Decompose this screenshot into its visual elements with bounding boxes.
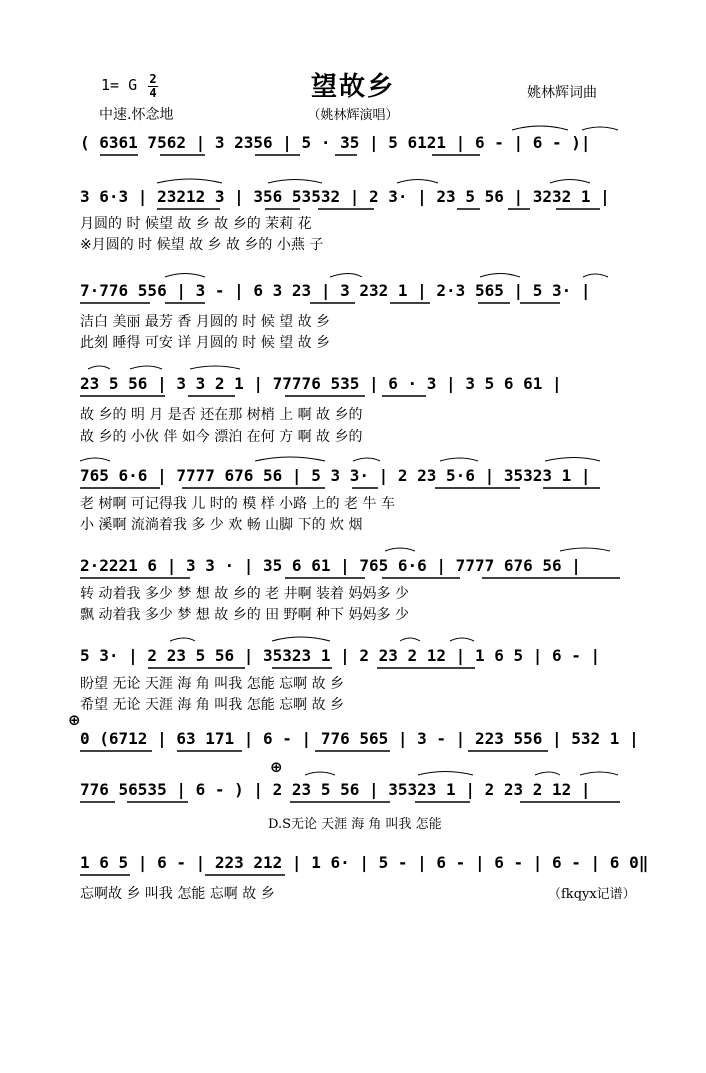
- coda-sign-1: ⊕: [68, 711, 81, 729]
- slur: [535, 772, 560, 775]
- slur: [480, 274, 520, 278]
- transcriber-credit: （fkqyx记谱）: [548, 887, 636, 902]
- tempo-marking: 中速.怀念地: [99, 107, 174, 123]
- score-row-5-lyric-2: 小 溪啊 流淌着我 多 少 欢 畅 山脚 下的 炊 烟: [80, 517, 363, 533]
- slur: [440, 458, 478, 461]
- score-row-6-lyric-2: 飘 动着我 多少 梦 想 故 乡的 田 野啊 种下 妈妈多 少: [80, 607, 409, 623]
- slur: [418, 772, 473, 776]
- coda-sign-2: ⊕: [270, 758, 283, 776]
- slur: [550, 180, 590, 184]
- slur: [385, 548, 415, 551]
- slur: [560, 548, 610, 551]
- score-row-7-lyric-2: 希望 无论 天涯 海 角 叫我 怎能 忘啊 故 乡: [80, 697, 345, 713]
- slur: [272, 637, 330, 641]
- slur: [353, 458, 380, 461]
- score-row-2-notes: 3 6·3 | 23212 3 | 356 53532 | 2 3· | 23 5 56 | 3232 1 |: [80, 187, 610, 206]
- key-signature: 1= G: [101, 76, 138, 94]
- slur: [400, 638, 420, 641]
- slur: [80, 458, 110, 461]
- slur: [130, 366, 162, 369]
- slur: [88, 366, 110, 369]
- score-row-1-notes: ( 6361 7562 | 3 2356 | 5 · 35 | 5 6121 | 6 - | 6 - )|: [80, 133, 591, 152]
- time-signature-bottom: 4: [149, 86, 157, 100]
- score-row-5-notes: 765 6·6 | 7777 676 56 | 5 3 3· | 2 23 5·6 | 35323 1 |: [80, 466, 591, 485]
- time-signature-top: 2: [149, 72, 157, 86]
- slur: [255, 457, 325, 461]
- slur: [165, 274, 205, 278]
- slur: [170, 638, 195, 641]
- slur: [512, 126, 568, 130]
- score-row-4-lyric-2: 故 乡的 小伙 伴 如今 漂泊 在何 方 啊 故 乡的: [80, 429, 363, 445]
- score-row-3-lyric-1: 洁白 美丽 最芳 香 月圆的 时 候 望 故 乡: [80, 314, 331, 330]
- slur: [583, 274, 608, 277]
- slur: [157, 179, 222, 183]
- score-row-9-lyric-1: D.S无论 天涯 海 角 叫我 怎能: [268, 817, 442, 832]
- slur: [545, 458, 600, 462]
- slur: [330, 274, 362, 278]
- song-title: 望故乡: [310, 72, 395, 102]
- score-row-7-notes: 5 3· | 2 23 5 56 | 35323 1 | 2 23 2 12 | 1 6 5 | 6 - |: [80, 646, 601, 665]
- slur: [268, 180, 322, 184]
- score-row-6-lyric-1: 转 动着我 多少 梦 想 故 乡的 老 井啊 装着 妈妈多 少: [80, 586, 409, 602]
- slur: [190, 366, 240, 369]
- score-row-2-lyric-2: ※月圆的 时 候望 故 乡 故 乡的 小燕 子: [80, 237, 324, 253]
- score-row-5-lyric-1: 老 树啊 可记得我 儿 时的 模 样 小路 上的 老 牛 车: [80, 496, 395, 512]
- score-row-3-lyric-2: 此刻 睡得 可安 详 月圆的 时 候 望 故 乡: [80, 335, 331, 351]
- score-row-10-notes: 1 6 5 | 6 - | 223 212 | 1 6· | 5 - | 6 - | 6 - | 6 - | 6 0‖: [80, 853, 649, 872]
- score-row-7-lyric-1: 盼望 无论 天涯 海 角 叫我 怎能 忘啊 故 乡: [80, 676, 345, 692]
- slur: [397, 180, 438, 184]
- score-row-9-notes: 776 56535 | 6 - ) | 2 23 5 56 | 35323 1 | 2 23 2 12 |: [80, 780, 591, 799]
- slur: [582, 127, 618, 130]
- score-row-2-lyric-1: 月圆的 时 候望 故 乡 故 乡的 茉莉 花: [80, 216, 312, 232]
- author-credit: 姚林辉词曲: [527, 85, 597, 101]
- score-row-4-lyric-1: 故 乡的 明 月 是否 还在那 树梢 上 啊 故 乡的: [80, 407, 363, 423]
- slur: [580, 772, 618, 775]
- score-row-8-notes: 0 (6712 | 63 171 | 6 - | 776 565 | 3 - | 223 556 | 532 1 |: [80, 729, 639, 748]
- singer-credit: （姚林辉演唱）: [307, 108, 399, 123]
- score-row-4-notes: 23 5 56 | 3 3 2 1 | 77776 535 | 6 · 3 | 3 5 6 61 |: [80, 374, 562, 393]
- score-row-3-notes: 7·776 556 | 3 - | 6 3 23 | 3 232 1 | 2·3 565 | 5 3· |: [80, 281, 591, 300]
- score-row-6-notes: 2·2221 6 | 3 3 · | 35 6 61 | 765 6·6 | 7777 676 56 |: [80, 556, 581, 575]
- slur: [305, 772, 335, 775]
- score-row-10-lyric-1: 忘啊故 乡 叫我 怎能 忘啊 故 乡: [80, 886, 275, 902]
- slur: [450, 638, 474, 641]
